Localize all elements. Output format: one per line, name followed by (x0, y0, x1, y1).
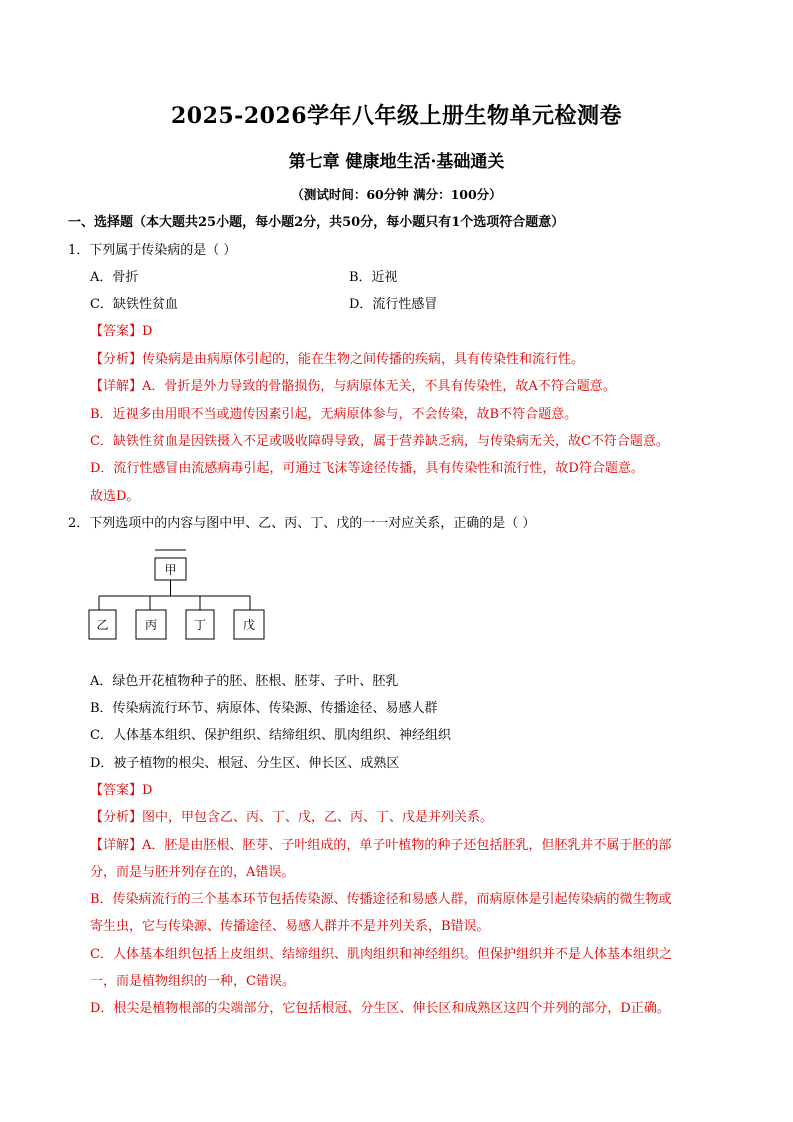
q1-detail-line: D．流行性感冒由流感病毒引起，可通过飞沫等途径传播，具有传染性和流行性，故D符合题意。 (90, 461, 644, 476)
q1-option-c: C．缺铁性贫血 (90, 297, 178, 312)
q2-option-a: A．绿色开花植物种子的胚、胚根、胚芽、子叶、胚乳 (90, 674, 399, 689)
q1-stem: 1．下列属于传染病的是（ ） (68, 243, 237, 258)
q1-option-d: D．流行性感冒 (349, 297, 438, 312)
q1-option-a: A．骨折 (90, 270, 139, 285)
q1-detail-line: 【详解】A．骨折是外力导致的骨骼损伤，与病原体无关，不具有传染性，故A不符合题意。 (90, 379, 616, 394)
diagram-label-jia: 甲 (164, 563, 177, 577)
q1-detail-line: B．近视多由用眼不当或遗传因素引起，无病原体参与，不会传染，故B不符合题意。 (90, 407, 578, 422)
chapter-subtitle: 第七章 健康地生活·基础通关 (288, 152, 505, 172)
test-meta: （测试时间：60分钟 满分：100分） (291, 187, 502, 202)
diagram-svg (86, 542, 286, 646)
diagram-label-ding: 丁 (193, 618, 207, 632)
section-heading: 一、选择题（本大题共25小题，每小题2分，共50分，每小题只有1个选项符合题意） (68, 215, 565, 230)
q1-answer: 【答案】D (90, 324, 153, 339)
q1-detail-line: 故选D。 (90, 489, 140, 504)
q2-option-d: D．被子植物的根尖、根冠、分生区、伸长区、成熟区 (90, 756, 400, 771)
relationship-diagram (86, 542, 286, 650)
q2-stem: 2．下列选项中的内容与图中甲、乙、丙、丁、戊的一一对应关系，正确的是（ ） (68, 516, 536, 531)
q1-detail-line: C．缺铁性贫血是因铁摄入不足或吸收障碍导致，属于营养缺乏病，与传染病无关，故C不符合题意。 (90, 434, 669, 449)
diagram-label-yi: 乙 (96, 618, 109, 632)
q2-detail-line: D．根尖是植物根部的尖端部分，它包括根冠、分生区、伸长区和成熟区这四个并列的部分，D正确。 (90, 1001, 670, 1016)
q2-detail-line: C．人体基本组织包括上皮组织、结缔组织、肌肉组织和神经组织。但保护组织并不是人体基本组织之 (90, 947, 672, 962)
q2-option-c: C．人体基本组织、保护组织、结缔组织、肌肉组织、神经组织 (90, 728, 451, 743)
q2-detail-line: 一，而是植物组织的一种，C错误。 (90, 974, 295, 989)
diagram-label-bing: 丙 (144, 618, 158, 632)
q1-option-b: B．近视 (349, 270, 398, 285)
q2-answer: 【答案】D (90, 783, 153, 798)
q2-detail-line: B．传染病流行的三个基本环节包括传染源、传播途径和易感人群，而病原体是引起传染病的微生物或 (90, 892, 672, 907)
page-title: 2025-2026学年八年级上册生物单元检测卷 (170, 103, 623, 129)
q2-detail-line: 分，而是与胚并列存在的，A错误。 (90, 865, 295, 880)
q1-analysis: 【分析】传染病是由病原体引起的，能在生物之间传播的疾病，具有传染性和流行性。 (90, 352, 585, 367)
q2-detail-line: 【详解】A．胚是由胚根、胚芽、子叶组成的，单子叶植物的种子还包括胚乳，但胚乳并不属于胚的部 (90, 838, 672, 853)
q2-analysis: 【分析】图中，甲包含乙、丙、丁、戊，乙、丙、丁、戊是并列关系。 (90, 810, 494, 825)
q2-detail-line: 寄生虫，它与传染源、传播途径、易感人群并不是并列关系，B错误。 (90, 919, 490, 934)
q2-option-b: B．传染病流行环节、病原体、传染源、传播途径、易感人群 (90, 701, 438, 716)
diagram-label-wu: 戊 (242, 618, 256, 632)
